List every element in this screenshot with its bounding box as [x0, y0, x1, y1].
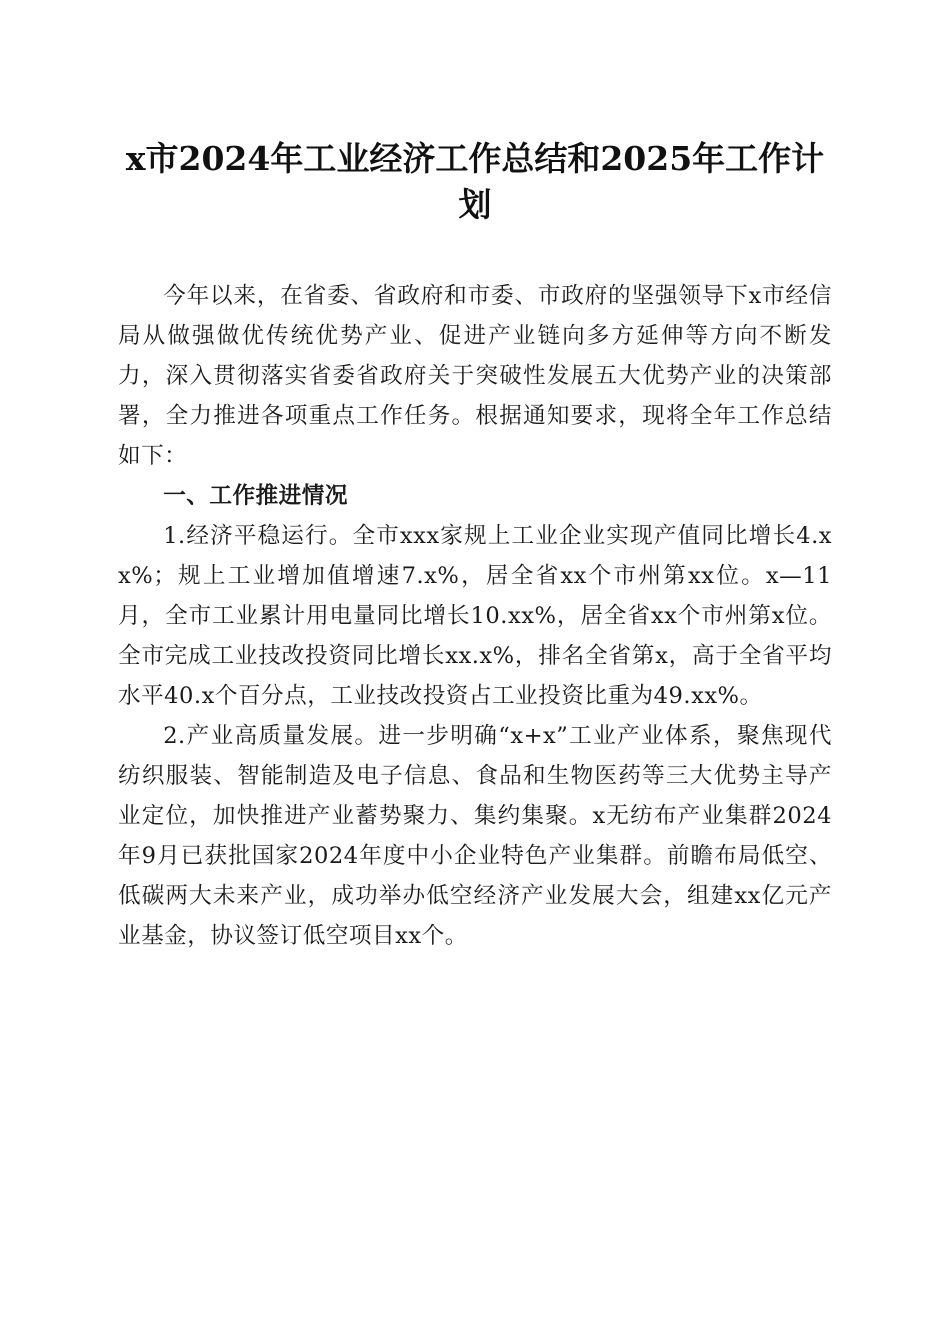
document-body [118, 276, 832, 956]
list-item: 2.产业高质量发展。进一步明确“x+x”工业产业体系，聚焦现代纺织服装、智能制造及电子信息、食品和生物医药等三大优势主导产业定位，加快推进产业蓄势聚力、集约集聚。x无纺布产业集群2024年9月已获批国家2024年度中小企业特色产业集群。前瞻布局低空、低碳两大未来产业，成功举办低空经济产业发展大会，组建xx亿元产业基金，协议签订低空项目xx个。 [118, 723, 832, 949]
list-item: 1.经济平稳运行。全市xxx家规上工业企业实现产值同比增长4.xx%；规上工业增加值增速7.x%，居全省xx个市州第xx位。x—11月，全市工业累计用电量同比增长10.xx%，居全省xx个市州第x位。全市完成工业技改投资同比增长xx.x%，排名全省第x，高于全省平均水平40.x个百分点，工业技改投资占工业投资比重为49.xx%。 [118, 523, 832, 709]
section-heading: 一、工作推进情况 [163, 483, 348, 509]
document-title: x市2024年工业经济工作总结和2025年工作计划 [125, 139, 825, 224]
intro-paragraph: 今年以来，在省委、省政府和市委、市政府的坚强领导下x市经信局从做强做优传统优势产业、促进产业链向多方延伸等方向不断发力，深入贯彻落实省委省政府关于突破性发展五大优势产业的决策部署，全力推进各项重点工作任务。根据通知要求，现将全年工作总结如下： [118, 283, 832, 469]
